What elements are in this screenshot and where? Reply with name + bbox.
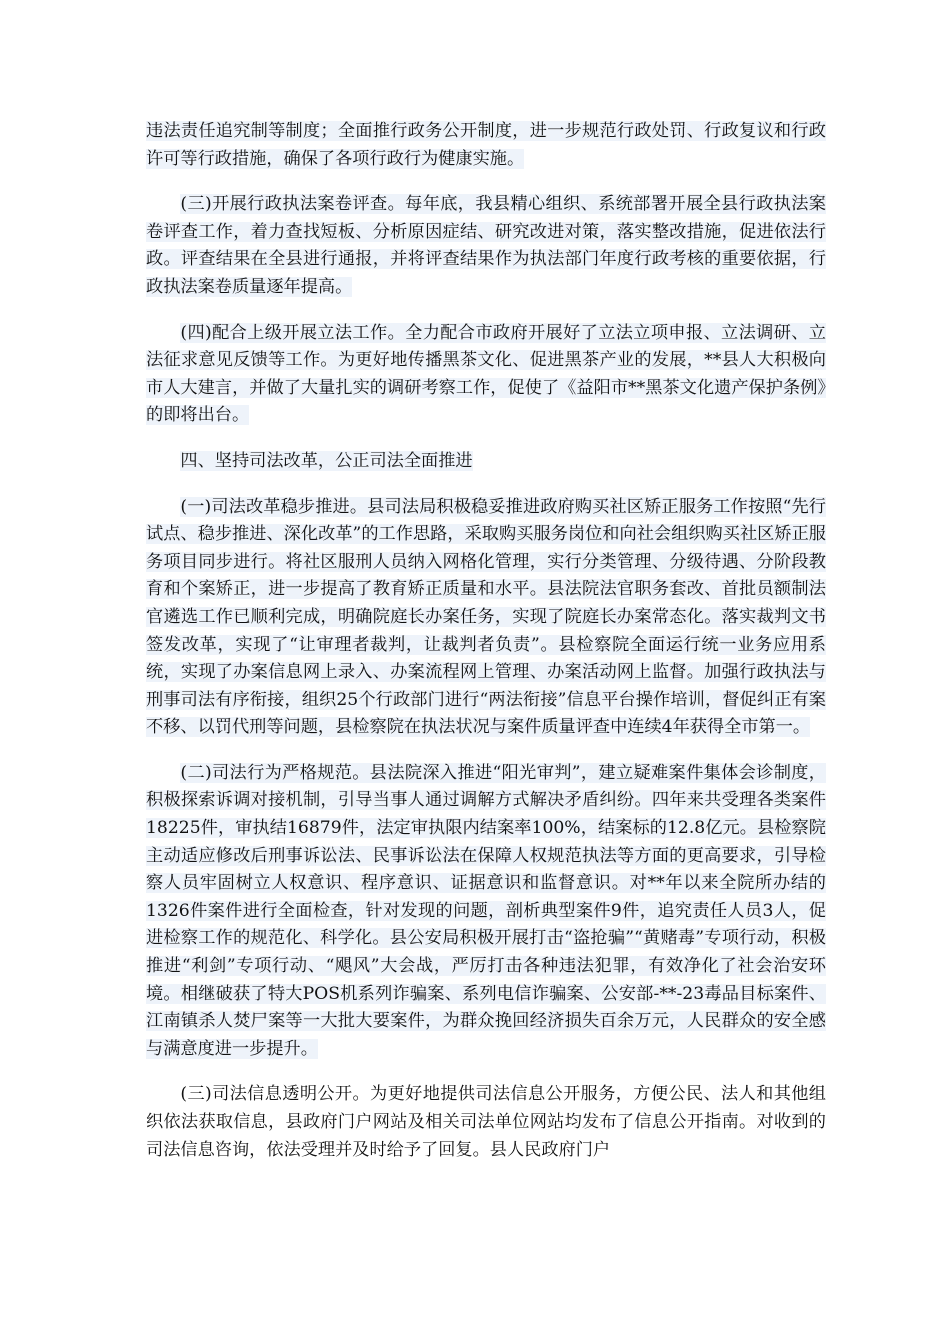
paragraph-text: (三)开展行政执法案卷评查。每年底，我县精心组织、系统部署开展全县行政执法案卷评查工作，着力查找短板、分析原因症结、研究改进对策，落实整改措施，促进依法行政。评查结果在全县进行通报，并将评查结果作为执法部门年度行政考核的重要依据，行政执法案卷质量逐年提高。 — [146, 194, 826, 297]
paragraph-information-openness — [146, 1081, 826, 1164]
paragraph-text: (二)司法行为严格规范。县法院深入推进“阳光审判”，建立疑难案件集体会诊制度，积极探索诉调对接机制，引导当事人通过调解方式解决矛盾纠纷。四年来共受理各类案件18225件，审执结16879件，法定审执限内结案率100%，结案标的12.8亿元。县检察院主动适应修改后刑事诉讼法、民事诉讼法在保障人权规范执法等方面的更高要求，引导检察人员牢固树立人权意识、程序意识、证据意识和监督意识。对**年以来全院所办结的1326件案件进行全面检查，针对发现的问题，剖析典型案件9件，追究责任人员3人，促进检察工作的规范化、科学化。县公安局积极开展打击“盗抢骗”“黄赌毒”专项行动，积极推进“利剑”专项行动、“飓风”大会战，严厉打击各种违法犯罪，有效净化了社会治安环境。相继破获了特大POS机系列诈骗案、系列电信诈骗案、公安部-**-23毒品目标案件、江南镇杀人焚尸案等一大批大要案件，为群众挽回经济损失百余万元，人民群众的安全感与满意度进一步提升。 — [146, 762, 826, 1059]
paragraph-text: (三)司法信息透明公开。为更好地提供司法信息公开服务，方便公民、法人和其他组织依法获取信息，县政府门户网站及相关司法单位网站均发布了信息公开指南。对收到的司法信息咨询，依法受理并及时给予了回复。县人民政府门户 — [146, 1084, 826, 1160]
document-body — [146, 118, 826, 1182]
paragraph-text: 违法责任追究制等制度；全面推行政务公开制度，进一步规范行政处罚、行政复议和行政许可等行政措施，确保了各项行政行为健康实施。 — [146, 121, 826, 169]
paragraph-text: (四)配合上级开展立法工作。全力配合市政府开展好了立法立项申报、立法调研、立法征求意见反馈等工作。为更好地传播黑茶文化、促进黑茶产业的发展，**县人大积极向市人大建言，并做了大量扎实的调研考察工作，促使了《益阳市**黑茶文化遗产保护条例》的即将出台。 — [146, 322, 826, 426]
paragraph-reform-progress — [146, 494, 826, 742]
paragraph-legislation — [146, 320, 826, 430]
paragraph-case-review — [146, 191, 826, 301]
paragraph-continuation — [146, 118, 826, 173]
paragraph-judicial-conduct — [146, 760, 826, 1064]
paragraph-text: (一)司法改革稳步推进。县司法局积极稳妥推进政府购买社区矫正服务工作按照“先行试点、稳步推进、深化改革”的工作思路，采取购买服务岗位和向社会组织购买社区矫正服务项目同步进行。将社区服刑人员纳入网格化管理，实行分类管理、分级待遇、分阶段教育和个案矫正，进一步提高了教育矫正质量和水平。县法院法官职务套改、首批员额制法官遴选工作已顺利完成，明确院庭长办案任务，实现了院庭长办案常态化。落实裁判文书签发改革，实现了“让审理者裁判，让裁判者负责”。县检察院全面运行统一业务应用系统，实现了办案信息网上录入、办案流程网上管理、办案活动网上监督。加强行政执法与刑事司法有序衔接，组织25个行政部门进行“两法衔接”信息平台操作培训，督促纠正有案不移、以罚代刑等问题，县检察院在执法状况与案件质量评查中连续4年获得全市第一。 — [146, 496, 826, 738]
heading-text: 四、坚持司法改革，公正司法全面推进 — [180, 450, 473, 471]
section-heading-judicial-reform — [146, 448, 826, 476]
